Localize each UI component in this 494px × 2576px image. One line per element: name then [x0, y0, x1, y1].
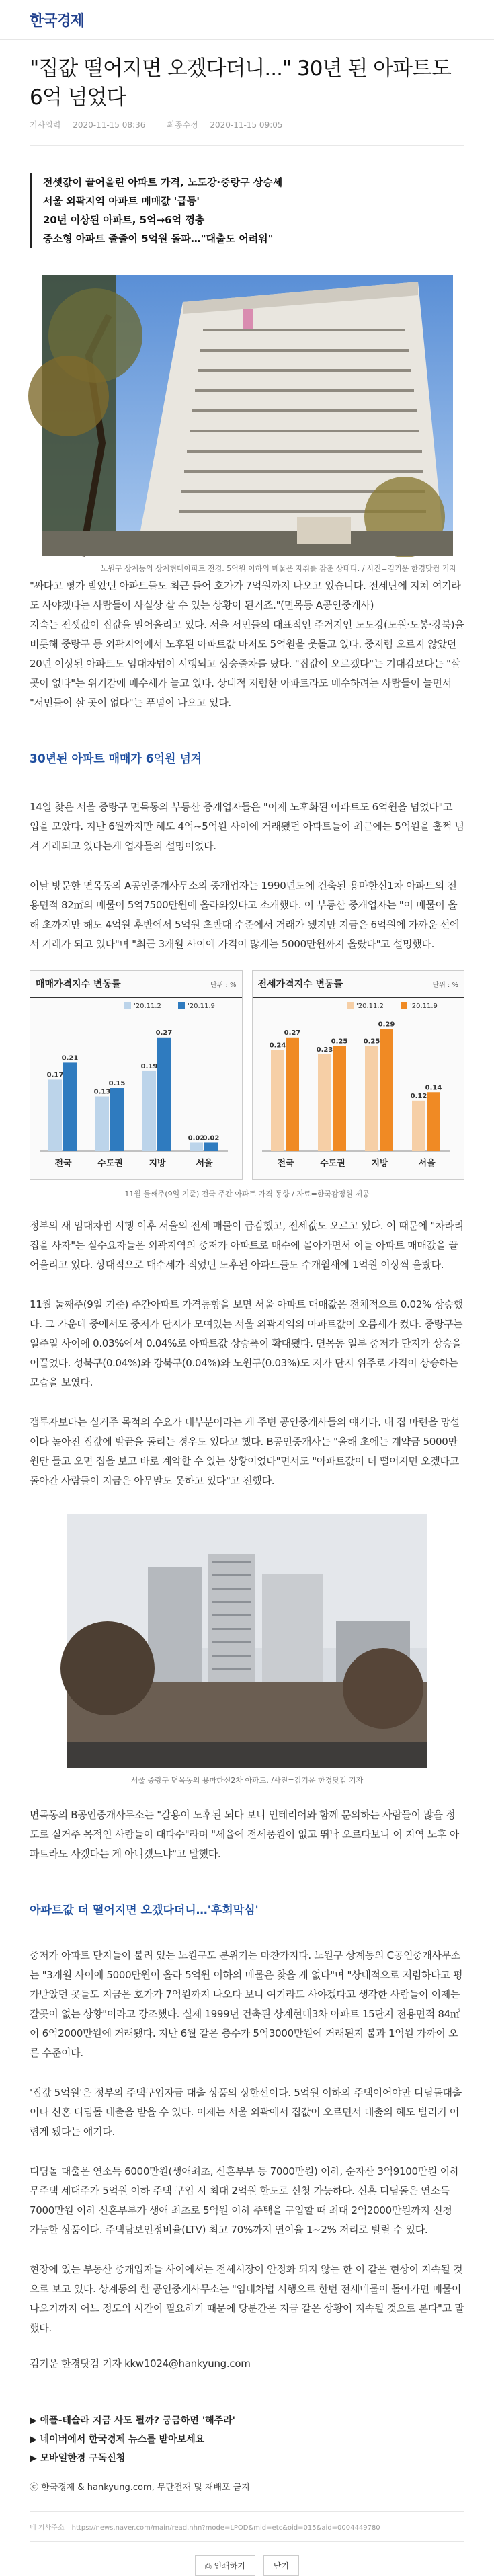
bar — [365, 1046, 378, 1151]
article-url-line — [30, 2511, 464, 2542]
bar — [286, 1038, 299, 1151]
photo-caption-1: 노원구 상계동의 상계현대아파트 전경. 5억원 이하의 매물은 자취를 감춘 상태다. / 사진=김기운 한경닷컴 기자 — [100, 564, 456, 573]
bar — [333, 1046, 346, 1151]
bar — [157, 1038, 171, 1151]
category-label: 전국 — [276, 1159, 294, 1169]
bar — [63, 1062, 77, 1151]
paragraph: 현장에 있는 부동산 중개업자들 사이에서는 전세시장이 안정화 되지 않는 한 이 같은 현상이 지속될 것으로 보고 있다. 상계동의 한 공인중개사무소는 "임대차법 시행으로 한번 전세매물이 돌아가면 매물이 나오기까지 어느 정도의 시간이 필요하기 때문에 당분간은 지금 같은 상황이 지속될 것으로 본다"고 말했다. — [30, 2263, 464, 2334]
category-label: 서울 — [417, 1159, 436, 1169]
summary-line: 전셋값이 끌어올린 아파트 가격, 노도강·중랑구 상승세 — [43, 176, 283, 188]
site-header — [0, 0, 494, 40]
summary-line: 중소형 아파트 줄줄이 5억원 돌파…"대출도 어려워" — [43, 233, 274, 245]
legend-label: '20.11.9 — [188, 1003, 215, 1010]
bar-value-label: 0.17 — [46, 1071, 64, 1079]
bar-value-label: 0.19 — [140, 1062, 158, 1070]
article-actions — [0, 2555, 494, 2576]
paragraph: '집값 5억원'은 정부의 주택구입자금 대출 상품의 상한선이다. 5억원 이하의 주택이어야만 디딤돌대출이나 신혼 디딤돌 대출을 받을 수 있다. 이제는 서울 외곽에서 집값이 오르면서 대출의 혜도 빌리기 어렵게 됐다는 얘기다. — [30, 2086, 462, 2138]
updated-label: 최종수정 — [167, 120, 198, 130]
bar-value-label: 0.02 — [188, 1134, 205, 1142]
chart-pair — [30, 970, 464, 1180]
body-section-c — [0, 1216, 494, 1491]
subheading-2: 아파트값 더 떨어지면 오겠다더니…'후회막심' — [30, 1894, 464, 1928]
category-label: 전국 — [54, 1159, 72, 1169]
bar-value-label: 0.27 — [155, 1029, 173, 1037]
paragraph: 지속는 전셋값이 집값을 밀어올리고 있다. 서울 서민들의 대표적인 주거지인 노도강(노원·도봉·강북)을 비롯해 중랑구 등 외곽지역에서 노후된 아파트값 마저도 5억원을 웃돌고 있다. 중저렴 오르지 않았던 20년 이상된 아파트도 임대차법이 시행되고 상승줄차를 탔다. "집값이 오르겠다"는 기대감보다는 "살 곳이 없다"는 위기감에 매수세가 늘고 있다. 상대적 저렴한 아파트라도 매수하려는 사람들이 늘면서 "서민들이 살 곳이 없다"는 푸념이 나오고 있다. — [30, 619, 464, 709]
photo-caption-2: 서울 중랑구 면목동의 용마한신2차 아파트. /사진=김기운 한경닷컴 기자 — [130, 1776, 364, 1785]
bar — [271, 1050, 284, 1151]
header-divider — [30, 145, 464, 146]
chart-unit: 단위 : % — [210, 981, 237, 989]
chart-header — [253, 971, 464, 998]
summary-line: 서울 외곽지역 아파트 매매값 '급등' — [43, 195, 200, 207]
bar — [190, 1142, 203, 1151]
chart-svg-sale — [30, 998, 237, 1178]
copyright-notice: ⓒ 한국경제 & hankyung.com, 무단전재 및 재배포 금지 — [30, 2483, 250, 2493]
bar-value-label: 0.25 — [363, 1038, 380, 1046]
body-section-a — [0, 576, 494, 713]
category-label: 수도권 — [319, 1159, 345, 1169]
legend-swatch — [124, 1002, 131, 1009]
legend-swatch — [178, 1002, 185, 1009]
legend-label: '20.11.2 — [356, 1003, 384, 1010]
footer-link[interactable]: ▶ 애플-테슬라 지금 사도 될까? 궁금하면 '해주라' — [30, 2415, 235, 2426]
article-summary — [30, 173, 464, 248]
brand-logo[interactable]: 한국경제 — [30, 12, 85, 30]
bar — [142, 1071, 156, 1151]
paragraph: 14일 찾은 서울 중랑구 면목동의 부동산 중개업자들은 "이제 노후화된 아파트도 6억원을 넘었다"고 입을 모았다. 지난 6월까지만 해도 4억~5억원 사이에 거래됐던 아파트들이 최근에는 5억원을 훌쩍 넘겨 거래되고 있다는게 업자들의 설명이었다. — [30, 801, 464, 852]
apartment-photo-2 — [67, 1514, 427, 1768]
apartment-photo-1 — [42, 275, 453, 556]
footer-link[interactable]: ▶ 네이버에서 한국경제 뉴스를 받아보세요 — [30, 2434, 205, 2445]
footer-links — [30, 2411, 464, 2468]
reporter-byline: 김기운 한경닷컴 기자 kkw1024@hankyung.com — [30, 2357, 251, 2370]
bar-value-label: 0.23 — [316, 1046, 333, 1054]
updated-value: 2020-11-15 09:05 — [210, 120, 283, 130]
bar — [318, 1054, 331, 1151]
bar — [110, 1088, 124, 1151]
photo-figure-2 — [0, 1514, 494, 1785]
paragraph: 디딤돌 대출은 연소득 6000만원(생애최초, 신혼부부 등 7000만원) 이하, 순자산 3억9100만원 이하 무주택 세대주가 5억원 이하 주택 구입 시 최대 2억원 한도로 신청 가능하다. 신혼 디딤돌은 연소득 7000만원 이하 신혼부부가 생애 최초로 5억원 이하 주택을 구입할 때 최대 2억2000만원까지 신청 가능한 상품이다. 주택담보인정비율(LTV) 최고 70%까지 연이율 1~2% 저리로 빌릴 수 있다. — [30, 2165, 459, 2236]
print-label: 인쇄하기 — [214, 2561, 245, 2571]
legend-swatch — [401, 1002, 407, 1009]
bar-value-label: 0.13 — [93, 1088, 111, 1096]
chart-svg-jeonse — [253, 998, 460, 1178]
paragraph: "싸다고 평가 받았던 아파트들도 최근 들어 호가가 7억원까지 나오고 있습니다. 전세난에 지쳐 여기라도 사야겠다는 사람들이 사실상 살 수 있는 상황이 된거죠."(면목동 A공인중개사) — [30, 580, 461, 611]
updated-date — [167, 120, 292, 130]
published-value: 2020-11-15 08:36 — [73, 120, 146, 130]
chart-unit: 단위 : % — [432, 981, 458, 989]
legend-swatch — [347, 1002, 354, 1009]
footer-link[interactable]: ▶ 모바일한경 구독신청 — [30, 2453, 126, 2464]
legend-label: '20.11.2 — [134, 1003, 161, 1010]
published-label: 기사입력 — [30, 120, 61, 130]
article-url[interactable]: https://news.naver.com/main/read.nhn?mode=LPOD&mid=etc&oid=015&aid=0004449780 — [71, 2524, 380, 2532]
paragraph: 중저가 아파트 단지들이 불려 있는 노원구도 분위기는 마찬가지다. 노원구 상계동의 C공인중개사무소는 "3개월 사이에 5000만원이 올라 5억원 이하의 매물은 찾을 게 없다"며 "상대적으로 저렴하다고 평가받았던 곳들도 지금은 호가가 7억원까지 나오다 보니 여기라도 사야겠다고 생각한 사람들이 이제는 갈곳이 없는 상황"이라고 강조했다. 실제 1999년 건축된 상계현대3차 아파트 15단지 전용면적 84㎡이 6억2000만원에 거래됐다. 지난 6월 같은 층수가 5억3000만원에 거래된지 불과 1억원 가까이 오른 수준이다. — [30, 1949, 463, 2059]
bar-value-label: 0.14 — [425, 1084, 442, 1092]
paragraph: 갭투자보다는 실거주 목적의 수요가 대부분이라는 게 주변 공인중개사들의 얘기다. 내 집 마련을 망설이다 높아진 집값에 발끝을 돌리는 경우도 있다고 했다. B공인중개사는 "올해 초에는 계약금 5000만원만 들고 오면 집을 보고 바로 계약할 수 있는 상황이었다"면서도 "아파트값이 더 떨어지면 오겠다고 돌아간 사람들이 지금은 아무말도 못하고 있다"고 전했다. — [30, 1416, 460, 1487]
body-section-d — [0, 1805, 494, 1864]
summary-line: 20년 이상된 아파트, 5억→6억 껑충 — [43, 214, 205, 226]
article-dates — [30, 119, 464, 130]
bar-value-label: 0.29 — [378, 1021, 395, 1029]
chart-caption: 11월 둘째주(9일 기준) 전국 주간 아파트 가격 동향 / 자료=한국감정원 제공 — [124, 1189, 370, 1198]
category-label: 지방 — [370, 1159, 388, 1169]
bar — [204, 1142, 218, 1151]
chart-title: 전세가격지수 변동률 — [257, 979, 343, 990]
subheading-1: 30년된 아파트 매매가 6억원 넘겨 — [30, 742, 464, 777]
close-button[interactable]: 닫기 — [263, 2555, 299, 2576]
paragraph: 정부의 새 임대차법 시행 이후 서울의 전세 매물이 급감했고, 전세값도 오르고 있다. 이 때문에 "차라리 집을 사자"는 실수요자들은 외곽지역의 중저가 아파트로 매수에 몰아가면서 이들 아파트 매매값을 끌어올리고 있다. 상대적으로 매수세가 적었던 노후된 아파트들도 수개월새에 1억원 이상씩 올랐다. — [30, 1220, 464, 1271]
category-label: 수도권 — [97, 1159, 123, 1169]
bar-value-label: 0.02 — [202, 1134, 220, 1142]
bar-value-label: 0.15 — [108, 1080, 126, 1087]
bar-value-label: 0.25 — [331, 1038, 347, 1046]
bar-value-label: 0.21 — [61, 1054, 79, 1062]
paragraph: 면목동의 B공인중개사무소는 "갈용이 노후된 되다 보니 인테리어와 함께 문의하는 사람들이 많을 정도로 실거주 목적인 사람들이 대다수"라며 "세율에 전세품원이 없고 뛰낙 오르다보니 이 지역 노후 아파트라도 사겠다는 게 아니겠느냐"고 말했다. — [30, 1809, 459, 1860]
category-label: 지방 — [149, 1159, 166, 1169]
article-header — [0, 40, 494, 136]
bar-value-label: 0.12 — [410, 1092, 427, 1100]
chart-title: 매매가격지수 변동률 — [36, 979, 121, 990]
bar — [412, 1101, 425, 1151]
published-date — [30, 120, 155, 130]
bar-value-label: 0.24 — [269, 1042, 286, 1050]
category-label: 서울 — [196, 1159, 213, 1169]
bar — [48, 1079, 62, 1151]
body-section-b — [0, 797, 494, 954]
print-icon: ⎙ — [205, 2561, 212, 2571]
bar — [95, 1097, 109, 1151]
url-label: 네 기사주소 — [30, 2524, 65, 2532]
print-button[interactable] — [195, 2555, 255, 2576]
chart-sale-price — [30, 970, 243, 1180]
photo-figure-1 — [0, 275, 494, 574]
legend-label: '20.11.9 — [409, 1003, 438, 1010]
paragraph: 11월 둘째주(9일 기준) 주간아파트 가격동향을 보면 서울 아파트 매매값은 전체적으로 0.02% 상승했다. 그 가운데 중에서도 중저가 단지가 모여있는 서울 외곽지역의 아파트값이 오름세가 컸다. 중랑구는 일주일 사이에 0.03%에서 0.04%로 아파트값 상승폭이 확대됐다. 면목동 일부 중저가 단지가 상승을 이끌었다. 성북구(0.04%)와 강북구(0.04%)와 노원구(0.03%)도 저가 단지 위주로 가격이 상승하는 모습을 보였다. — [30, 1298, 463, 1389]
chart-header — [30, 971, 242, 998]
bar — [427, 1092, 440, 1151]
paragraph: 이날 방문한 면목동의 A공인중개사무소의 중개업자는 1990년도에 건축된 용마한신1차 아파트의 전용면적 82㎡의 매물이 5억7500만원에 올라와있다고 소개했다. 이 부동산 중개업자는 "이 매물이 올해 초까지만 해도 4억원 후반에서 5억원 초반대 수준에서 거래가 됐지만 지금은 6억원에 가까운 선에서 거래가 되고 있다"며 "최근 3개월 사이에 가격이 많게는 5000만원까지 올랐다"고 설명했다. — [30, 880, 460, 950]
bar-value-label: 0.27 — [284, 1029, 300, 1037]
bar — [380, 1029, 393, 1151]
article-title: "집값 떨어지면 오겠다더니..." 30년 된 아파트도 6억 넘었다 — [30, 56, 451, 110]
body-section-e — [0, 1946, 494, 2374]
chart-jeonse-price — [252, 970, 465, 1180]
